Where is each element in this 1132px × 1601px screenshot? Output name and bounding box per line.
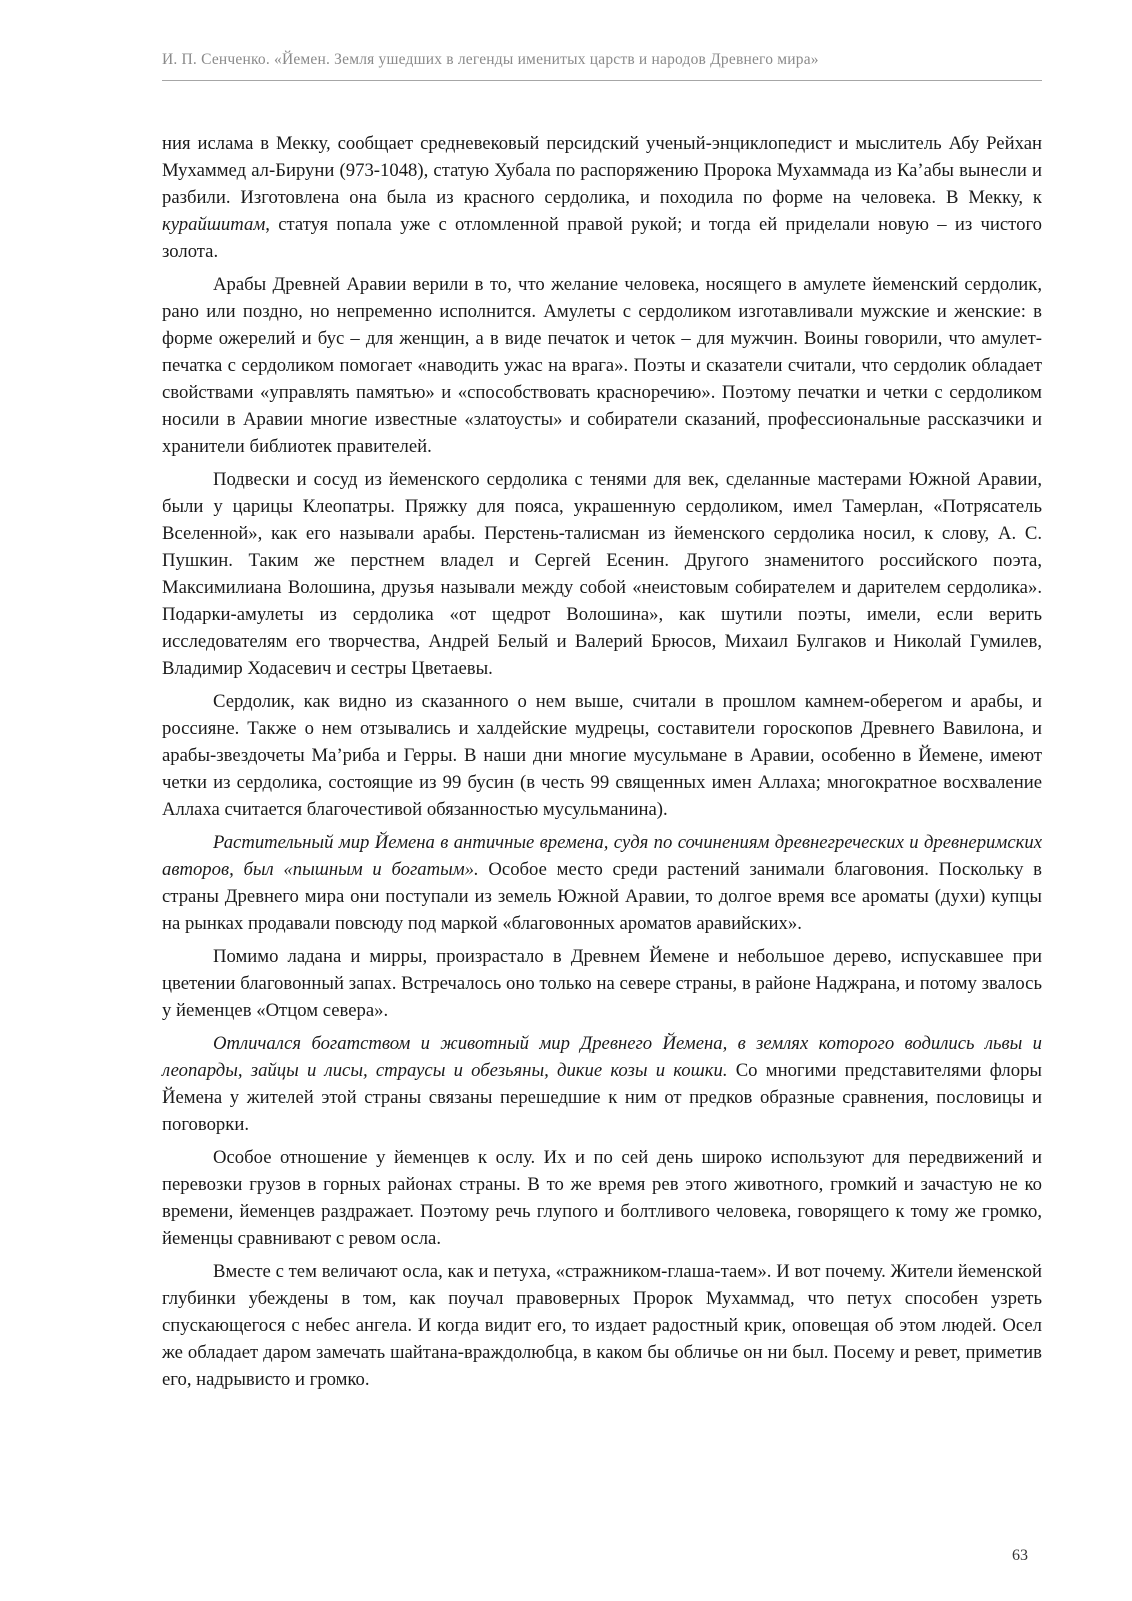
paragraph-5-italic: Растительный мир Йемена в античные времена, судя по сочинениям древнегреческих и древнеримских авторов, был «пышным и богатым». [162, 832, 1042, 880]
header-divider [162, 80, 1042, 81]
paragraph-3: Подвески и сосуд из йеменского сердолика с тенями для век, сделанные мастерами Южной Аравии, были у царицы Клеопатры. Пряжку для пояса, украшенную сердоликом, имел Тамерлан, «Потрясатель Вселенной», как его называли арабы. Перстень-талисман из йеменского сердолика носил, к слову, А. С. Пушкин. Таким же перстнем владел и Сергей Есенин. Другого знаменитого российского поэта, Максимилиана Волошина, друзья называли между собой «неистовым собирателем и дарителем сердолика». Подарки-амулеты из сердолика «от щедрот Волошина», как шутили поэты, имели, если верить исследователям его творчества, Андрей Белый и Валерий Брюсов, Михаил Булгаков и Николай Гумилев, Владимир Ходасевич и сестры Цветаевы. [162, 469, 1042, 679]
running-title: И. П. Сенченко. «Йемен. Земля ушедших в легенды именитых царств и народов Древнего мира» [162, 51, 819, 68]
paragraph-1-text-a: ния ислама в Мекку, сообщает средневековый персидский ученый-энциклопедист и мыслитель Абу Рейхан Мухаммед ал-Бируни (973-1048), статую Хубала по распоряжению Пророка Мухаммада из Ка’абы вынесли и разбили. Изготовлена она была из красного сердолика, и походила по форме на человека. В Мекку, к [162, 133, 1042, 208]
paragraph-4: Сердолик, как видно из сказанного о нем выше, считали в прошлом камнем-оберегом и арабы, и россияне. Также о нем отзывались и халдейские мудрецы, составители гороскопов Древнего Вавилона, и арабы-звездочеты Ма’риба и Герры. В наши дни многие мусульмане в Аравии, особенно в Йемене, имеют четки из сердолика, состоящие из 99 бусин (в честь 99 священных имен Аллаха; многократное восхваление Аллаха считается благочестивой обязанностью мусульманина). [162, 691, 1042, 820]
paragraph-7-text: Со многими представителями флоры Йемена у жителей этой страны связаны перешедшие к ним от предков образные сравнения, пословицы и поговорки. [162, 1060, 1042, 1135]
paragraph-1-italic: курайшитам [162, 214, 266, 235]
paragraph-1 [162, 130, 1042, 265]
paragraph-9: Вместе с тем величают осла, как и петуха, «стражником-глаша-таем». И вот почему. Жители йеменской глубинки убеждены в том, как поучал правоверных Пророк Мухаммад, что петух способен узреть спускающегося с небес ангела. И когда видит его, то издает радостный крик, оповещая об этом людей. Осел же обладает даром замечать шайтана-враждолюбца, в каком бы обличье он ни был. Посему и ревет, приметив его, надрывисто и громко. [162, 1261, 1042, 1390]
paragraph-8: Особое отношение у йеменцев к ослу. Их и по сей день широко используют для передвижений и перевозки грузов в горных районах страны. В то же время рев этого животного, громкий и зачастую не ко времени, йеменцев раздражает. Поэтому речь глупого и болтливого человека, говорящего к тому же громко, йеменцы сравнивают с ревом осла. [162, 1147, 1042, 1249]
paragraph-6: Помимо ладана и мирры, произрастало в Древнем Йемене и небольшое дерево, испускавшее при цветении благовонный запах. Встречалось оно только на севере страны, в районе Наджрана, и потому звалось у йеменцев «Отцом севера». [162, 946, 1042, 1021]
page-number: 63 [1012, 1547, 1028, 1564]
paragraph-2: Арабы Древней Аравии верили в то, что желание человека, носящего в амулете йеменский сердолик, рано или поздно, но непременно исполнится. Амулеты с сердоликом изготавливали мужские и женские: в форме ожерелий и бус – для женщин, а в виде печаток и четок – для мужчин. Воины говорили, что амулет-печатка с сердоликом помогает «наводить ужас на врага». Поэты и сказатели считали, что сердолик обладает свойствами «управлять памятью» и «способствовать красноречию». Поэтому печатки и четки с сердоликом носили в Аравии многие известные «златоусты» и собиратели сказаний, профессиональные рассказчики и хранители библиотек правителей. [162, 274, 1042, 457]
body-text [162, 130, 1042, 1393]
paragraph-1-text-b: , статуя попала уже с отломленной правой рукой; и тогда ей приделали новую – из чистого золота. [162, 214, 1042, 262]
paragraph-7-italic: Отличался богатством и животный мир Древнего Йемена, в землях которого водились львы и леопарды, зайцы и лисы, страусы и обезьяны, дикие козы и кошки. [162, 1033, 1042, 1081]
paragraph-5 [162, 829, 1042, 937]
paragraph-5-text: Особое место среди растений занимали благовония. Поскольку в страны Древнего мира они поступали из земель Южной Аравии, то долгое время все ароматы (духи) купцы на рынках продавали повсюду под маркой «благовонных ароматов аравийских». [162, 859, 1042, 934]
paragraph-7 [162, 1030, 1042, 1138]
